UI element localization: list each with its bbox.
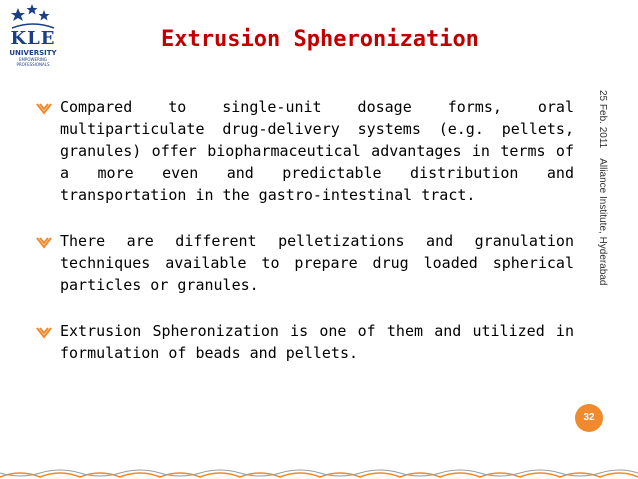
slide-title: Extrusion Spheronization	[161, 27, 479, 52]
logo-name: KLE	[10, 28, 56, 49]
bottom-border	[0, 468, 638, 479]
logo-subtitle: UNIVERSITY	[9, 49, 57, 57]
side-date: 25 Feb. 2011	[597, 90, 608, 149]
side-label	[596, 90, 610, 310]
page-number-badge: 32	[575, 404, 603, 432]
university-logo	[2, 2, 64, 70]
bullet-arrow-icon	[36, 235, 52, 249]
bullet-arrow-icon	[36, 325, 52, 339]
bullet-arrow-icon	[36, 101, 52, 115]
bullet-text: There are different pelletizations and granulation techniques available to prepare drug loaded spherical particles or granules.	[60, 232, 574, 294]
bullet-text: Extrusion Spheronization is one of them and utilized in formulation of beads and pellets.	[60, 322, 574, 362]
bullet-item	[34, 320, 574, 364]
bullet-list	[34, 96, 574, 388]
bullet-item	[34, 230, 574, 296]
bullet-text: Compared to single-unit dosage forms, oral multiparticulate drug-delivery systems (e.g. pellets, granules) offer biopharmaceutical advantages in terms of a more even and predictable distribution and transportation in the gastro-intestinal tract.	[60, 98, 574, 204]
logo-tagline: EMPOWERING PROFESSIONALS	[16, 57, 50, 67]
side-institute: Alliance Institute, Hyderabad	[597, 158, 608, 286]
bullet-item	[34, 96, 574, 206]
